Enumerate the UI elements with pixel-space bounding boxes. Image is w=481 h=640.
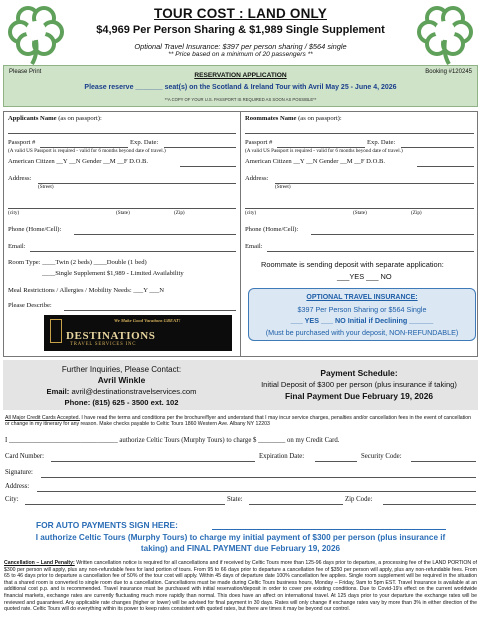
auto-payment-authorization <box>0 532 481 554</box>
auto-payments-heading: FOR AUTO PAYMENTS SIGN HERE: <box>36 520 178 530</box>
rm-street-caption: (Street) <box>275 184 291 190</box>
page-title: TOUR COST : LAND ONLY <box>154 6 327 21</box>
phone-label: Phone (Home/Cell): <box>8 226 62 233</box>
rm-city-caption: (city) <box>245 210 257 216</box>
applicant-name-field[interactable] <box>8 133 236 134</box>
contact-name: Avril Winkle <box>97 375 146 385</box>
payment-deposit: Initial Deposit of $300 per person (plus insurance if taking) <box>261 380 457 389</box>
single-supplement-option[interactable]: ____Single Supplement $1,989 - Limited Availability <box>42 270 184 277</box>
email-label: Email: <box>8 243 26 250</box>
describe-field[interactable] <box>64 310 236 311</box>
payment-section <box>240 360 478 401</box>
exp-date-label: Exp. Date: <box>130 139 159 146</box>
auto-payment-line-2: taking) and FINAL PAYMENT due February 19, 2026 <box>140 544 341 553</box>
meal-restrictions[interactable]: Meal Restrictions / Allergies / Mobility Needs: ___Y ___N <box>8 287 165 294</box>
auth-state-field[interactable] <box>249 504 343 505</box>
applicant-heading-note: (as on passport): <box>56 115 102 122</box>
auth-zip-label: Zip Code: <box>345 496 373 503</box>
roommate-heading: Roommates Name <box>245 115 297 122</box>
applicant-form <box>3 111 478 357</box>
auth-state-label: State: <box>227 496 243 503</box>
room-type-options[interactable]: Room Type: ____Twin (2 beds) ____Double (1 bed) <box>8 259 147 266</box>
optional-insurance-box <box>248 288 476 341</box>
email-label-contact: Email: <box>46 387 70 396</box>
street-caption: (Street) <box>38 184 54 190</box>
contact-phone[interactable]: (815) 625 - 3500 ext. 102 <box>92 398 179 407</box>
roommate-heading-note: (as on passport): <box>296 115 342 122</box>
rm-passport-label: Passport # <box>245 139 273 146</box>
rm-email-field[interactable] <box>267 251 474 252</box>
describe-label: Please Describe: <box>8 302 52 309</box>
rm-dob-field[interactable] <box>417 166 474 167</box>
rm-city-state-zip-field[interactable] <box>245 208 474 209</box>
dob-field[interactable] <box>180 166 236 167</box>
price-line: $4,969 Per Person Sharing & $1,989 Single Supplement <box>96 24 385 36</box>
card-number-field[interactable] <box>51 461 255 462</box>
rm-citizen-gender-dob[interactable]: American Citizen __Y __N Gender __M __F D.O.B. <box>245 158 386 165</box>
rm-phone-field[interactable] <box>311 234 474 235</box>
rm-exp-date-label: Exp. Date: <box>367 139 396 146</box>
applicant-heading: Applicants Name <box>8 115 57 122</box>
email-field[interactable] <box>30 251 236 252</box>
reservation-heading: RESERVATION APPLICATION <box>194 72 287 79</box>
zip-caption: (Zip) <box>174 210 185 216</box>
card-exp-field[interactable] <box>315 461 357 462</box>
insurance-box-choice[interactable]: ___ YES ___ NO Initial if Declining ______ <box>290 316 434 325</box>
address-label: Address: <box>8 175 32 182</box>
rm-exp-date-field[interactable] <box>401 147 474 148</box>
city-state-zip-field[interactable] <box>8 208 236 209</box>
exp-date-field[interactable] <box>164 147 236 148</box>
rm-valid-passport-note: (A valid US Passport is required - valid for 6 months beyond date of travel.) <box>245 148 403 154</box>
address-field[interactable] <box>38 183 236 184</box>
applicant-column <box>4 112 240 358</box>
crest-icon <box>50 319 62 343</box>
auto-payment-line-1: I authorize Celtic Tours (Murphy Tours) to charge my initial payment of $300 per person (plus insurance if <box>35 533 446 542</box>
contact-section <box>3 360 240 407</box>
destinations-logo <box>44 315 232 351</box>
logo-name: DESTINATIONS <box>66 330 156 342</box>
contact-payment-band <box>3 360 478 410</box>
auto-payment-signature-field[interactable] <box>212 529 446 530</box>
passport-copy-note: **A COPY OF YOUR U.S. PASSPORT IS REQUIRED AS SOON AS POSSIBLE** <box>164 97 317 102</box>
auth-city-field[interactable] <box>25 504 225 505</box>
auth-address-field[interactable] <box>37 491 476 492</box>
phone-field[interactable] <box>74 234 236 235</box>
booking-number: Booking #120245 <box>425 69 472 75</box>
security-code-field[interactable] <box>411 461 476 462</box>
valid-passport-note: (A valid US Passport is required - valid for 6 months beyond date of travel.) <box>8 148 166 154</box>
insurance-box-price: $397 Per Person Sharing or $564 Single <box>297 305 427 314</box>
cancellation-label: Cancellation – Land Penalty: <box>4 560 75 566</box>
card-exp-label: Expiration Date: <box>259 453 305 460</box>
reserve-seats-line[interactable]: Please reserve _______ seat(s) on the Scotland & Ireland Tour with Avril May 25 - June 4, 2026 <box>84 84 397 91</box>
roommate-deposit-yes-no[interactable]: ___YES ___ NO <box>337 272 392 281</box>
terms-text: I have read the terms and conditions per the brochure/flyer and understand that I may incur service charges, penalties and/or cancellation fees in the event of cancellation or change in my itinerary for any reason. Make checks payable to Celtic Tours 1860 Western Ave. Albany NY 12203 <box>5 415 471 428</box>
logo-tagline: We Make Good Vacations GREAT! <box>114 318 181 323</box>
signature-field[interactable] <box>41 477 476 478</box>
logo-sub: TRAVEL SERVICES INC <box>70 342 137 347</box>
phone-label-contact: Phone: <box>64 398 91 407</box>
city-caption: (city) <box>8 210 20 216</box>
rm-zip-caption: (Zip) <box>411 210 422 216</box>
credit-card-authorization <box>3 414 478 524</box>
payment-heading: Payment Schedule: <box>320 368 398 378</box>
cancellation-policy <box>4 560 477 613</box>
insurance-box-title: OPTIONAL TRAVEL INSURANCE: <box>306 294 418 301</box>
minimum-line: ** Price based on a minimum of 20 passengers ** <box>168 51 313 58</box>
card-number-label: Card Number: <box>5 453 45 460</box>
terms-paragraph <box>5 415 476 427</box>
insurance-box-note: (Must be purchased with your deposit, NON-REFUNDABLE) <box>265 328 459 337</box>
further-inquiries: Further Inquiries, Please Contact: <box>61 365 182 374</box>
contact-email-link[interactable]: avril@destinationstravelservices.com <box>71 387 197 396</box>
cards-accepted: All Major Credit Cards Accepted. <box>5 415 80 421</box>
rm-address-field[interactable] <box>275 183 474 184</box>
roommate-deposit-question: Roommate is sending deposit with separate application: <box>261 260 444 269</box>
please-print-label: Please Print <box>9 69 42 75</box>
rm-address-label: Address: <box>245 175 269 182</box>
rm-phone-label: Phone (Home/Cell): <box>245 226 299 233</box>
rm-state-caption: (State) <box>353 210 367 216</box>
authorize-charge-line[interactable]: I ________________________________ authorize Celtic Tours (Murphy Tours) to charge $ ________ on my Credit Card. <box>5 437 340 444</box>
payment-final: Final Payment Due February 19, 2026 <box>284 391 434 401</box>
auth-zip-field[interactable] <box>383 504 476 505</box>
citizen-gender-dob[interactable]: American Citizen __Y __N Gender __M __F D.O.B. <box>8 158 149 165</box>
passport-label: Passport # <box>8 139 36 146</box>
insurance-line: Optional Travel Insurance: $397 per person sharing / $564 single <box>134 42 347 51</box>
auth-address-label: Address: <box>5 483 30 490</box>
roommate-name-field[interactable] <box>245 133 474 134</box>
cancellation-text: Written cancellation notice is required for all cancellations and if received by Celtic Tours more than 125-96 days prior to departure, a processing fee of the LAND PORTION of $300 per person will apply, plus any non-refundable fees for land portion of tours. From 95 to 66 days prior to departure a cancellation fee of $350 per person will apply, plus any non-refundable fees. From 65 to 46 days prior to departure a cancellation fee of 50% of the tour cost will apply. Within 45 days of departure date 100% cancellation fee applies. Single room supplement will be required in the situation that a shared room is converted to single room due to a cancellation. Cancellations must be made during Celtic Tours business hours, Monday – Friday, 9am to 5pm EST. Travel Insurance is available at an additional cost p.p. and is recommended. Travel insurance must be purchased with initial reservation/deposit in order to cover pre existing conditions. Due to Covid-19's effect on the current worldwide financial markets, exchange rates are currently fluctuating much more rapidly than normal. This does have an affect on international travel. At 125 days prior to your departure the exchange rates will be reviewed and guaranteed. Any applicable rate changes (higher or lower) will be advised for final payment in 30 days. Rates will only change if exchange rates vary by more than 3% in either direction of the quoted rate. Celtic Tours will do everything within its power to keep rates consistent with quoted rates, but there are times it may be beyond our control. <box>4 560 477 613</box>
security-code-label: Security Code: <box>361 453 402 460</box>
reservation-banner <box>3 65 478 107</box>
auth-city-label: City: <box>5 496 19 503</box>
signature-label: Signature: <box>5 469 33 476</box>
rm-email-label: Email: <box>245 243 263 250</box>
state-caption: (State) <box>116 210 130 216</box>
